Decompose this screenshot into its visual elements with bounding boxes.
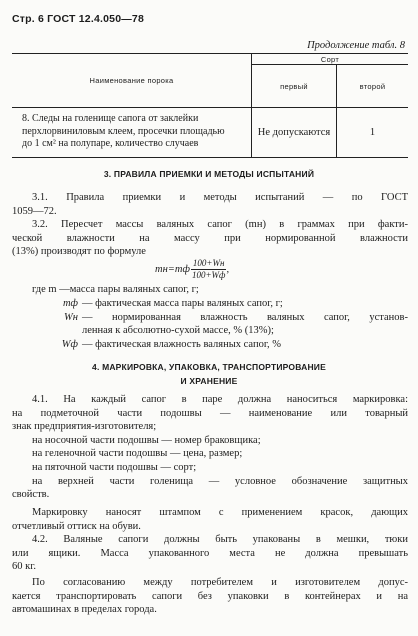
paragraph-marking: Маркировку наносят штампом с применением красок, дающих отчетливый оттиск на обуви.	[12, 507, 408, 532]
page-header: Стр. 6 ГОСТ 12.4.050—78	[12, 13, 145, 25]
where-line: где m —масса пары валяных сапог, г;	[32, 284, 199, 295]
definition-item: mф — фактическая масса пары валяных сапог, г;	[62, 298, 283, 309]
col-header-first: первый	[252, 65, 337, 108]
table-row	[12, 108, 408, 158]
paragraph-3-1: 3.1. Правила приемки и методы испытаний — по ГОСТ 1059—72.	[12, 192, 408, 217]
definition-item: Wн — нормированная влажность валяных сапог, установ- ленная к абсолютно-сухой массе, % (13%);	[64, 311, 408, 337]
col-header-defect-name: Наименование порока	[12, 54, 252, 108]
defects-table	[12, 53, 408, 158]
section-4-title: 4. МАРКИРОВКА, УПАКОВКА, ТРАНСПОРТИРОВАНИЕ И ХРАНЕНИЕ	[92, 362, 326, 386]
list-item: на геленочной части подошвы — цена, размер;	[32, 448, 243, 460]
section-3-title: 3. ПРАВИЛА ПРИЕМКИ И МЕТОДЫ ИСПЫТАНИЙ	[103, 169, 315, 179]
definition-item: Wф — фактическая влажность валяных сапог, %	[61, 338, 281, 350]
table-continuation-label: Продолжение табл. 8	[307, 40, 405, 51]
defect-description: 8. Следы на голенище сапога от заклейки перхлорвиниловым клеем, просечки площадью до 1 см² на полупаре, количество случаев	[12, 108, 252, 158]
grade-first-value: Не допускаются	[252, 108, 337, 158]
list-item: на носочной части подошвы — номер браковщика;	[32, 434, 261, 446]
grade-second-value: 1	[337, 108, 409, 158]
variable-definitions	[12, 297, 408, 351]
paragraph-4-2: 4.2. Валяные сапоги должны быть упакованы в мешки, тюки или ящики. Масса упакованного места не должна превышать 60 кг.	[12, 534, 408, 573]
formula: mн=mф $\frac{100+Wн}{100+Wф}$ ,	[155, 258, 230, 280]
list-item: на пяточной части подошвы — сорт;	[32, 461, 197, 473]
paragraph-agreement: По согласованию между потребителем и изготовителем допус- кается транспортировать сапоги без упаковки в контейнерах и на автомашинах в пределах города.	[12, 577, 408, 616]
paragraph-3-2: 3.2. Пересчет массы валяных сапог (mн) в граммах при факти- ческой влажности на массу при нормированной влажности (13%) производят по формуле	[12, 219, 408, 258]
paragraph-4-1: 4.1. На каждый сапог в паре должна наноситься маркировка: на подметочной части подошвы — наименование или товарный знак предприятия-изготовителя; на носочной части подошвы — номер браковщика; на геленочной части подошвы — цена, размер; на пяточной части подошвы — сорт; на верхней части голенища — условное обозначение защитных свойств.	[12, 394, 408, 501]
col-header-second: второй	[337, 65, 409, 108]
col-header-grade: Сорт	[252, 54, 409, 65]
